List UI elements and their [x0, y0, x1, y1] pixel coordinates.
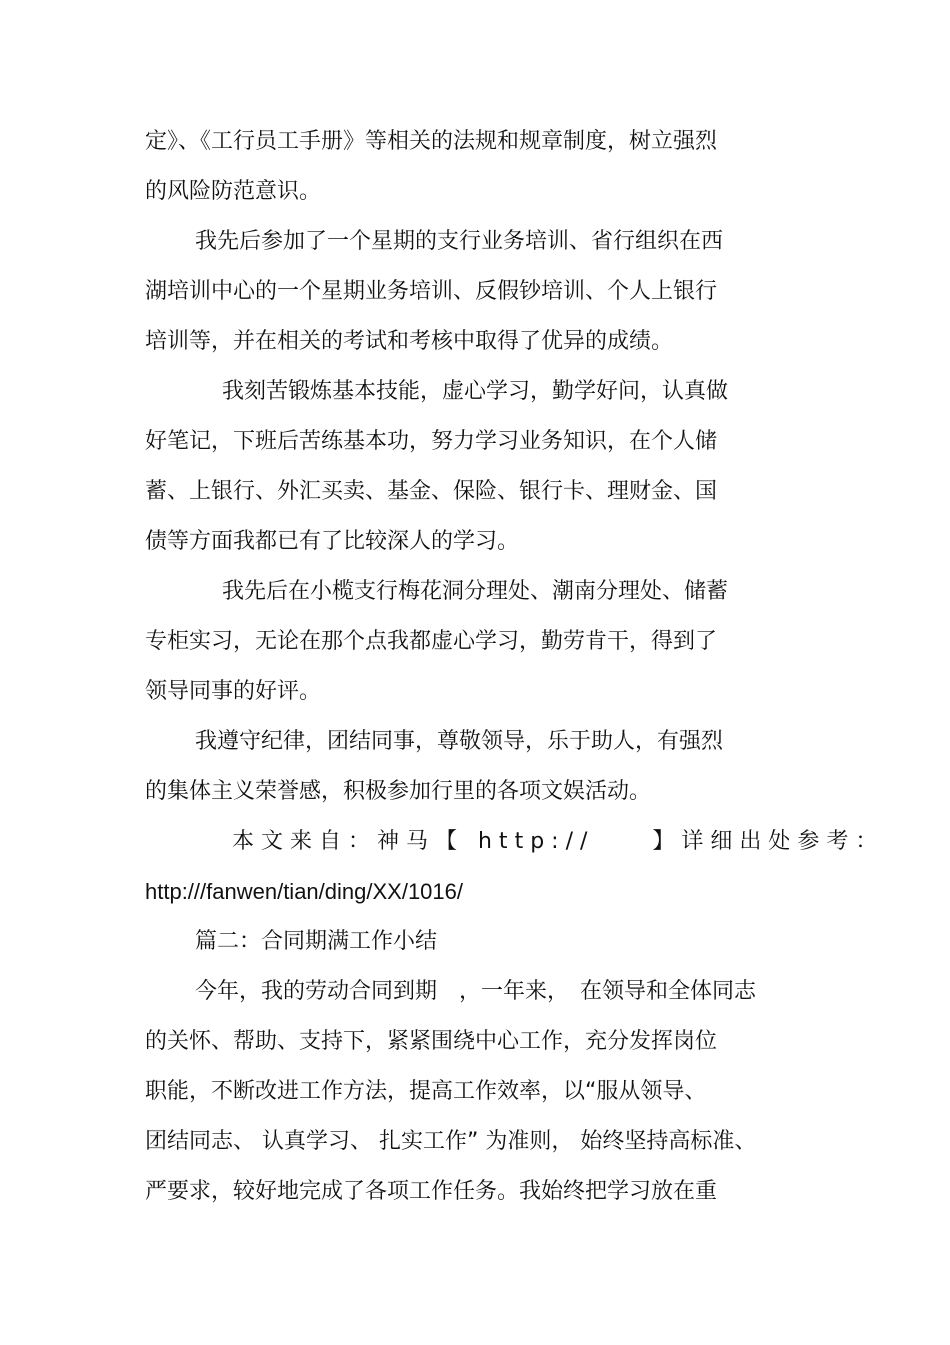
- paragraph-first-line: 今年，我的劳动合同到期 ，一年来， 在领导和全体同志: [195, 979, 757, 1004]
- paragraph-first-line: 我先后参加了一个星期的支行业务培训、省行组织在西: [195, 229, 724, 254]
- source-url: http:///fanwen/tian/ding/XX/1016/: [145, 879, 464, 904]
- text-line: 的风险防范意识。: [145, 179, 322, 204]
- text-line: 严要求，较好地完成了各项工作任务。我始终把学习放在重: [145, 1179, 718, 1204]
- source-note: 本文来自：神马【 http:// 】详细出处参考：: [232, 829, 885, 854]
- section-heading: 篇二：合同期满工作小结: [195, 929, 438, 954]
- text-line: 职能，不断改进工作方法，提高工作效率，以“服从领导、: [145, 1079, 707, 1104]
- text-line: 培训等，并在相关的考试和考核中取得了优异的成绩。: [145, 329, 674, 354]
- text-line: 蓄、上银行、外汇买卖、基金、保险、银行卡、理财金、国: [145, 479, 718, 504]
- paragraph-first-line: 我遵守纪律，团结同事，尊敬领导，乐于助人，有强烈: [195, 729, 724, 754]
- text-line: 领导同事的好评。: [145, 679, 322, 704]
- text-line: 的集体主义荣誉感，积极参加行里的各项文娱活动。: [145, 779, 652, 804]
- text-line: 团结同志、 认真学习、 扎实工作” 为准则， 始终坚持高标准、: [145, 1129, 757, 1154]
- text-line: 湖培训中心的一个星期业务培训、反假钞培训、个人上银行: [145, 279, 718, 304]
- text-line: 定》、《工行员工手册》等相关的法规和规章制度，树立强烈: [145, 129, 718, 154]
- text-line: 好笔记，下班后苦练基本功，努力学习业务知识，在个人储: [145, 429, 718, 454]
- text-line: 专柜实习，无论在那个点我都虚心学习，勤劳肯干，得到了: [145, 629, 718, 654]
- paragraph-first-line: 我刻苦锻炼基本技能，虚心学习，勤学好问，认真做: [222, 379, 729, 404]
- text-line: 的关怀、帮助、支持下，紧紧围绕中心工作，充分发挥岗位: [145, 1029, 718, 1054]
- text-line: 债等方面我都已有了比较深人的学习。: [145, 529, 520, 554]
- paragraph-first-line: 我先后在小榄支行梅花洞分理处、潮南分理处、储蓄: [222, 579, 729, 604]
